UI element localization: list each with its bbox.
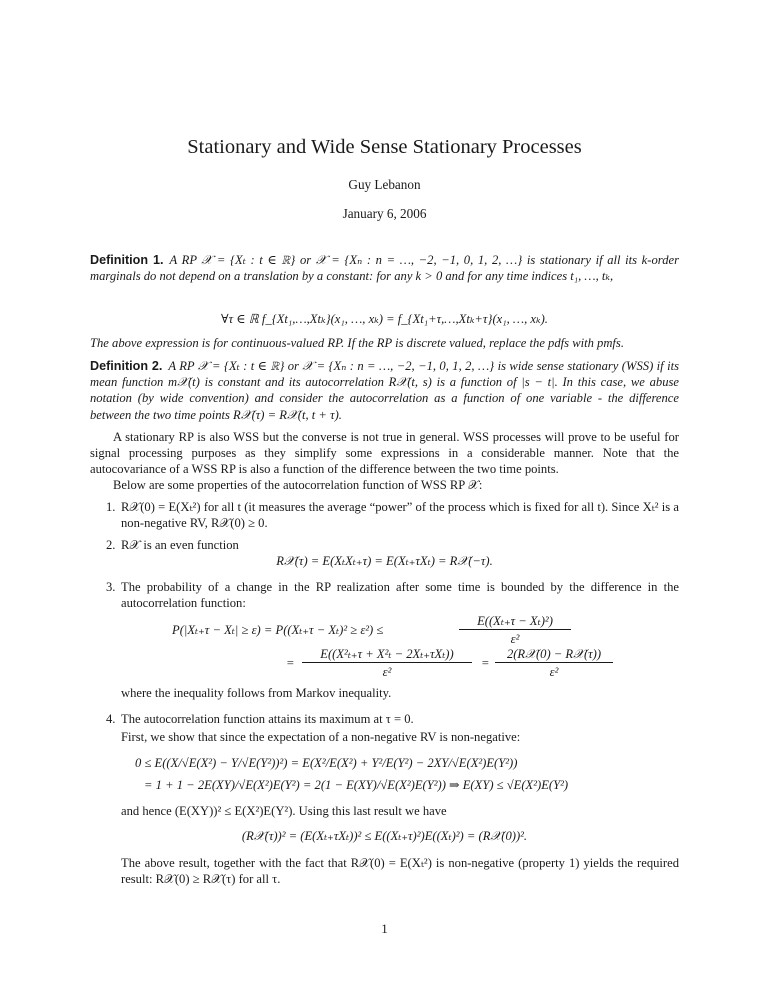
autocorr-bound-eq: (R𝒳(τ))² = (E(Xₜ₊τXₜ))² ≤ E((Xₜ₊τ)²)E((Xₜ)²) = (R𝒳(0))². — [241, 829, 528, 843]
markov-eq-denominator-3: ε² — [549, 665, 559, 679]
definition-1-text: A RP 𝒳 = {Xₜ : t ∈ ℝ} or 𝒳 = {Xₙ : n = …, −2, −1, 0, 1, 2, …} is stationary if all its k-order marginals do not depend on a translation by a constant: for any k > 0 and for any time indices t₁, …, tₖ, — [90, 253, 679, 284]
list-item-2-equation: R𝒳(τ) = E(XₜXₜ₊τ) = E(Xₜ₊τXₜ) = R𝒳(−τ). — [276, 554, 493, 568]
definition-1-note: The above expression is for continuous-valued RP. If the RP is discrete valued, replace the pdfs with pmfs. — [90, 336, 624, 350]
list-item-3-after: where the inequality follows from Markov inequality. — [121, 686, 392, 700]
markov-eq-denominator: ε² — [510, 632, 520, 646]
definition-2-text: A RP 𝒳 = {Xₜ : t ∈ ℝ} or 𝒳 = {Xₙ : n = …, −2, −1, 0, 1, 2, …} is wide sense stationary (WSS) if its mean function m𝒳(t) is constant and its autocorrelation R𝒳(t, s) is a function of |s − t|. In this case, we abuse notation (by wide convention) and consider the autocorrelation as a function of one variable - the difference between the two time points R𝒳(τ) = R𝒳(t, t + τ). — [90, 359, 679, 422]
list-item-3-text: The probability of a change in the RP realization after some time is bounded by the difference in the autocorrelation function: — [121, 580, 679, 611]
definition-1 — [90, 252, 679, 284]
definition-2-label: Definition 2. — [90, 359, 163, 373]
list-item-2-text: R𝒳 is an even function — [121, 538, 239, 552]
cauchy-schwarz-eq-b: = 1 + 1 − 2E(XY)/√E(X²)E(Y²) = 2(1 − E(XY)/√E(X²)E(Y²)) ⇒ E(XY) ≤ √E(X²)E(Y²) — [144, 778, 569, 792]
markov-eq-denominator-2: ε² — [382, 665, 392, 679]
list-item-4-text-4: The above result, together with the fact that R𝒳(0) = E(Xₜ²) is non-negative (property 1) yields the required result: R𝒳(0) ≥ R𝒳(τ) for all τ. — [121, 856, 679, 887]
paper-author: Guy Lebanon — [348, 177, 421, 192]
markov-eq-numerator: E((Xₜ₊τ − Xₜ)²) — [459, 613, 571, 630]
body-paragraph-1: A stationary RP is also WSS but the converse is not true in general. WSS processes will prove to be useful for signal processing purposes as they simplify some expressions in a considerable manner. Note that the autocovariance of a WSS RP is also a function of the difference between the two time points. — [90, 430, 679, 477]
list-item-number: 2. — [106, 538, 116, 552]
definition-1-equation: ∀τ ∈ ℝ f_{Xt₁,…,Xtₖ}(x₁, …, xₖ) = f_{Xt₁+τ,…,Xtₖ+τ}(x₁, …, xₖ). — [221, 312, 548, 326]
paper-date: January 6, 2006 — [342, 206, 427, 221]
list-item-4-text: The autocorrelation function attains its maximum at τ = 0. — [121, 712, 414, 726]
markov-eq-numerator-2: E((X²ₜ₊τ + X²ₜ − 2Xₜ₊τXₜ)) — [302, 646, 472, 663]
list-item-4-text-2: First, we show that since the expectation of a non-negative RV is non-negative: — [121, 730, 521, 744]
markov-eq-lhs: P(|Xₜ₊τ − Xₜ| ≥ ε) = P((Xₜ₊τ − Xₜ)² ≥ ε²) ≤ — [172, 623, 384, 637]
list-item-4-text-3: and hence (E(XY))² ≤ E(X²)E(Y²). Using this last result we have — [121, 804, 447, 818]
list-item-number: 1. — [106, 500, 116, 514]
page-number: 1 — [381, 921, 388, 936]
cauchy-schwarz-eq-a: 0 ≤ E((X/√E(X²) − Y/√E(Y²))²) = E(X²/E(X²) + Y²/E(Y²) − 2XY/√E(X²)E(Y²)) — [135, 756, 518, 770]
markov-eq-numerator-3: 2(R𝒳(0) − R𝒳(τ)) — [495, 646, 613, 663]
paper-title: Stationary and Wide Sense Stationary Processes — [187, 136, 582, 158]
definition-1-label: Definition 1. — [90, 253, 164, 267]
list-item-number: 4. — [106, 712, 116, 726]
markov-eq-equals-2: = — [481, 656, 490, 670]
list-item-1-text: R𝒳(0) = E(Xₜ²) for all t (it measures the average “power” of the process which is fixed for all t). Since Xₜ² is a non-negative RV, R𝒳(0) ≥ 0. — [121, 500, 679, 531]
list-item-number: 3. — [106, 580, 116, 594]
markov-eq-equals-1: = — [286, 656, 295, 670]
body-paragraph-2: Below are some properties of the autocorrelation function of WSS RP 𝒳: — [113, 478, 483, 492]
definition-2 — [90, 358, 679, 423]
